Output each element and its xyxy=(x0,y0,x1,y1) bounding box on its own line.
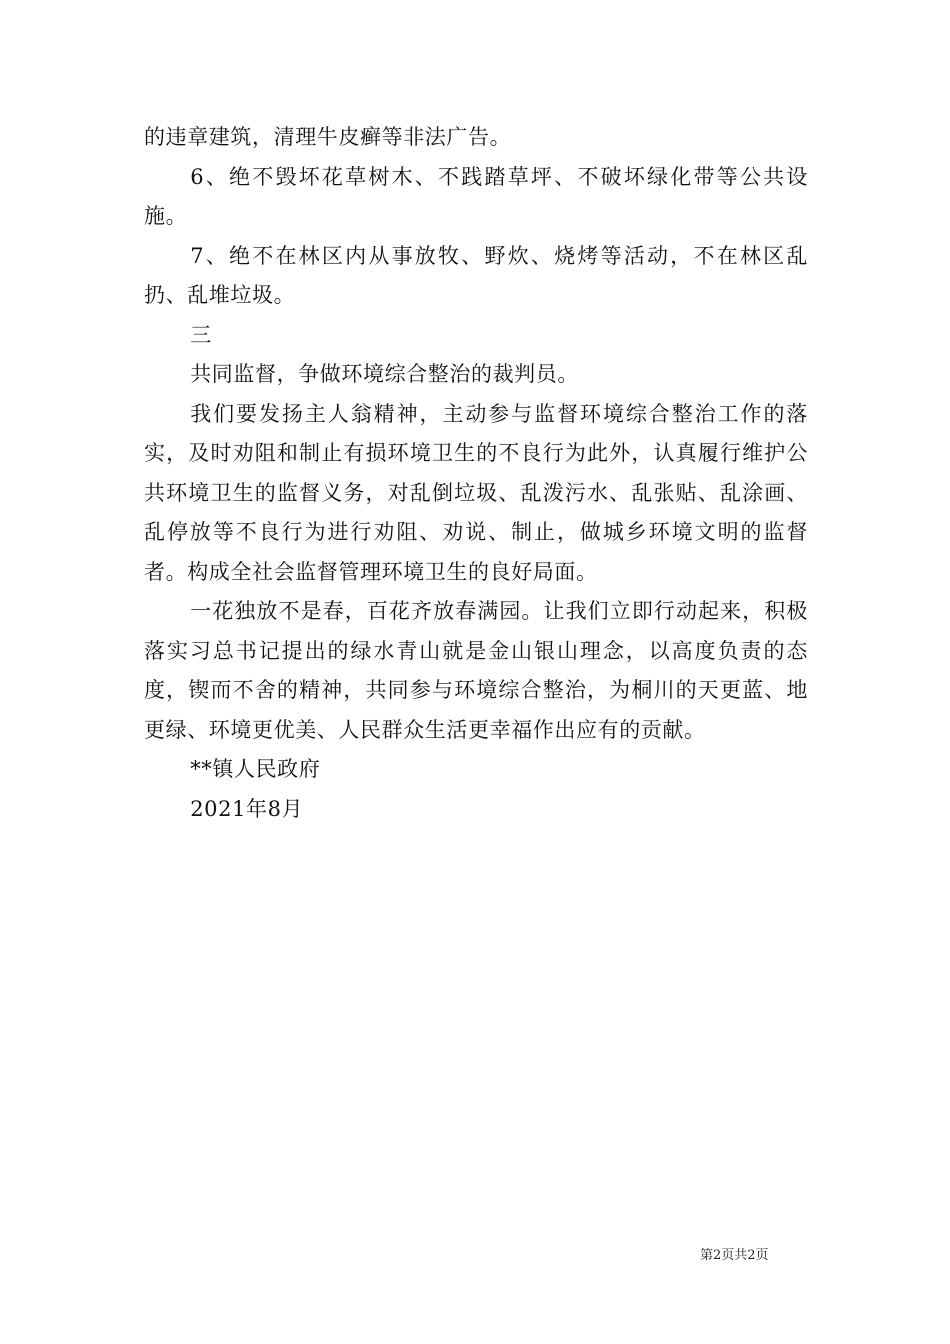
paragraph-item-6: 6、绝不毁坏花草树木、不践踏草坪、不破坏绿化带等公共设施。 xyxy=(144,164,808,228)
paragraph-continuation: 的违章建筑，清理牛皮癣等非法广告。 xyxy=(144,125,512,149)
paragraph-supervision: 我们要发扬主人翁精神，主动参与监督环境综合整治工作的落实，及时劝阻和制止有损环境卫生的不良行为此外，认真履行维护公共环境卫生的监督义务，对乱倒垃圾、乱泼污水、乱张贴、乱涂画、乱停放等不良行为进行劝阻、劝说、制止，做城乡环境文明的监督者。构成全社会监督管理环境卫生的良好局面。 xyxy=(144,401,808,584)
signature-organization: **镇人民政府 xyxy=(190,757,321,781)
signature-date: 2021年8月 xyxy=(190,796,304,821)
section-heading: 共同监督，争做环境综合整治的裁判员。 xyxy=(190,362,579,386)
paragraph-item-7: 7、绝不在林区内从事放牧、野炊、烧烤等活动，不在林区乱扔、乱堆垃圾。 xyxy=(144,243,808,307)
section-number: 三 xyxy=(190,322,212,347)
page-number-footer: 第2页共2页 xyxy=(700,1248,769,1263)
document-body xyxy=(144,118,808,829)
paragraph-closing: 一花独放不是春，百花齐放春满园。让我们立即行动起来，积极落实习总书记提出的绿水青山就是金山银山理念，以高度负责的态度，锲而不舍的精神，共同参与环境综合整治，为桐川的天更蓝、地更绿、环境更优美、人民群众生活更幸福作出应有的贡献。 xyxy=(144,599,808,742)
